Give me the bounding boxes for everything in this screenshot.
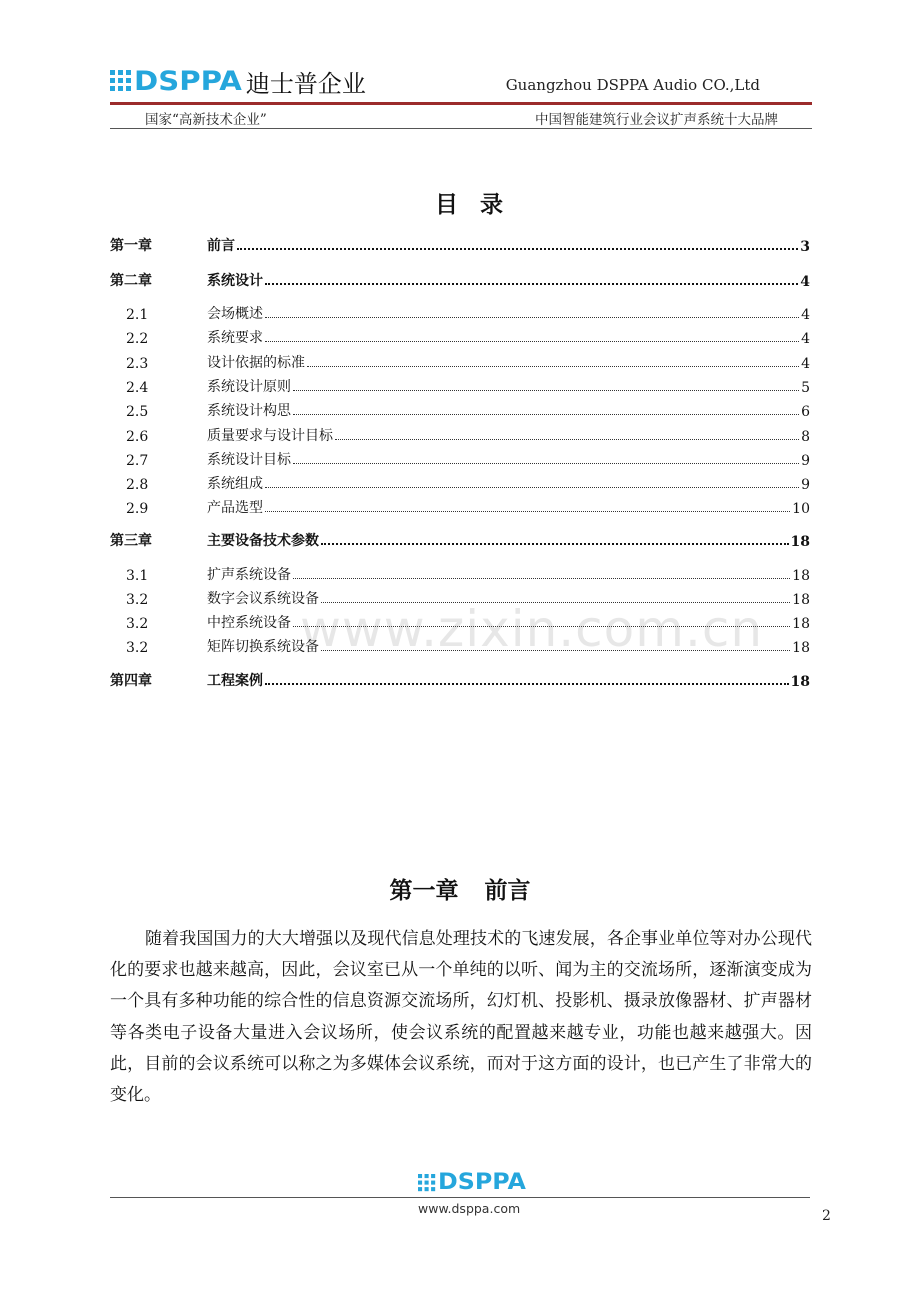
toc-entry-number: 2.2 [126,331,149,347]
toc-dot-leader [293,413,799,415]
footer-logo [418,1170,526,1195]
toc-dot-leader [293,389,799,391]
toc-entry[interactable] [110,325,810,347]
toc-entry-page: 18 [790,534,810,550]
toc-entry-number: 3.2 [126,640,149,656]
toc-entry-page: 3 [800,239,810,255]
toc-entry-page: 18 [792,568,810,584]
footer-rule [110,1197,810,1198]
toc-entry-number: 第三章 [110,533,152,549]
toc-entry-title: 会场概述 [207,306,263,322]
toc-entry-title: 前言 [207,238,235,254]
toc-entry-page: 4 [801,356,810,372]
logo-dots-icon [418,1174,436,1192]
header-slogan-right: 中国智能建筑行业会议扩声系统十大品牌 [535,112,778,128]
toc-entry-title: 主要设备技术参数 [207,533,319,549]
toc-entry-number: 2.4 [126,380,149,396]
toc-entry-title: 系统设计目标 [207,452,291,468]
toc-entry-title: 扩声系统设备 [207,567,291,583]
page-number: 2 [822,1208,831,1224]
toc-entry-number: 第四章 [110,673,152,689]
toc-dot-leader [321,542,789,545]
toc-dot-leader [265,682,789,685]
header-slogan-left: 国家“高新技术企业” [145,112,267,128]
toc-entry[interactable] [110,268,810,290]
toc-entry-page: 4 [801,331,810,347]
toc-entry-number: 2.9 [126,501,149,517]
toc-entry-title: 系统设计原则 [207,379,291,395]
toc-dot-leader [293,577,790,579]
toc-entry-title: 系统设计构思 [207,403,291,419]
toc-entry[interactable] [110,350,810,372]
toc-entry-number: 2.3 [126,356,149,372]
toc-entry-number: 第二章 [110,273,152,289]
logo-wordmark: DSPPA [134,65,242,97]
toc-entry[interactable] [110,495,810,517]
toc-entry-number: 2.8 [126,477,149,493]
toc-entry[interactable] [110,447,810,469]
toc-dot-leader [265,282,798,285]
toc-entry-title: 工程案例 [207,673,263,689]
toc-entry-page: 4 [801,307,810,323]
toc-entry-title: 产品选型 [207,500,263,516]
toc-entry-number: 3.2 [126,592,149,608]
toc-entry-page: 8 [801,429,810,445]
logo-dots-icon [110,70,132,92]
toc-entry[interactable] [110,528,810,550]
toc-dot-leader [335,438,799,440]
toc-entry-title: 系统组成 [207,476,263,492]
toc-entry-page: 6 [801,404,810,420]
toc-entry-title: 系统要求 [207,330,263,346]
toc-entry-number: 2.6 [126,429,149,445]
toc-entry-page: 9 [801,477,810,493]
toc-entry[interactable] [110,562,810,584]
company-name-en: Guangzhou DSPPA Audio CO.,Ltd [505,76,760,94]
toc-entry-page: 4 [800,274,810,290]
toc-dot-leader [265,486,799,488]
toc-entry-title: 矩阵切换系统设备 [207,639,319,655]
footer-url: www.dsppa.com [418,1201,521,1216]
toc-entry-page: 9 [801,453,810,469]
toc-dot-leader [307,365,799,367]
toc-entry-title: 质量要求与设计目标 [207,428,333,444]
toc-dot-leader [265,340,799,342]
toc-entry-page: 18 [790,674,810,690]
chapter-title: 第一章 前言 [389,877,531,904]
toc-entry[interactable] [110,423,810,445]
toc-entry-number: 2.7 [126,453,149,469]
toc-entry-number: 3.1 [126,568,149,584]
toc-entry-page: 18 [792,592,810,608]
toc-dot-leader [265,316,799,318]
header-logo [110,64,366,98]
toc-dot-leader [293,462,799,464]
toc-title: 目录 [435,191,525,218]
toc-entry-title: 设计依据的标准 [207,355,305,371]
toc-entry-page: 18 [792,616,810,632]
header-bottom-rule [110,128,812,129]
toc-entry-number: 2.1 [126,307,149,323]
toc-entry-number: 2.5 [126,404,149,420]
footer-logo-wordmark: DSPPA [438,1170,526,1195]
toc-entry-title: 系统设计 [207,273,263,289]
toc-entry-title: 中控系统设备 [207,615,291,631]
toc-entry-page: 10 [792,501,810,517]
chapter-paragraph: 随着我国国力的大大增强以及现代信息处理技术的飞速发展，各企事业单位等对办公现代化的要求也越来越高，因此，会议室已从一个单纯的以听、闻为主的交流场所，逐渐演变成为一个具有多种功能的综合性的信息资源交流场所，幻灯机、投影机、摄录放像器材、扩声器材等各类电子设备大量进入会议场所，使会议系统的配置越来越专业，功能也越来越强大。因此，目前的会议系统可以称之为多媒体会议系统，而对于这方面的设计，也已产生了非常大的变化。 [110,929,812,1106]
toc-entry[interactable] [110,233,810,255]
toc-entry-page: 5 [801,380,810,396]
toc-entry-title: 数字会议系统设备 [207,591,319,607]
toc-entry[interactable] [110,471,810,493]
toc-entry-number: 第一章 [110,238,152,254]
toc-dot-leader [265,510,790,512]
toc-dot-leader [237,247,798,250]
toc-entry-number: 3.2 [126,616,149,632]
toc-entry[interactable] [110,374,810,396]
toc-entry[interactable] [110,398,810,420]
company-name-cn: 迪士普企业 [245,69,366,98]
watermark: www.zixin.com.cn [300,600,764,658]
toc-entry-page: 18 [792,640,810,656]
toc-entry[interactable] [110,668,810,690]
toc-entry[interactable] [110,301,810,323]
header-divider [110,102,812,105]
